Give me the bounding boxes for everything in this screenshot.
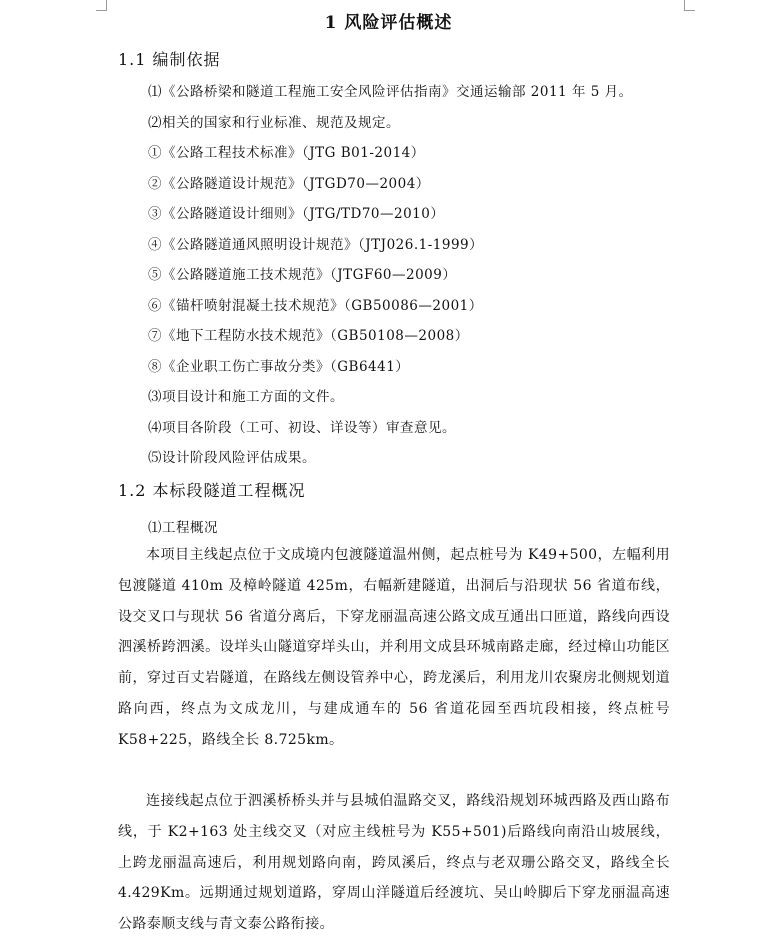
document-title: 1 风险评估概述 [324, 13, 453, 33]
basis-item-13: ⑸设计阶段风险评估成果。 [148, 450, 316, 466]
basis-item-11: ⑶项目设计和施工方面的文件。 [148, 389, 344, 405]
basis-item-8: ⑥《锚杆喷射混凝土技术规范》（GB50086—2001） [148, 298, 483, 314]
basis-item-7: ⑤《公路隧道施工技术规范》（JTGF60—2009） [148, 267, 457, 283]
overview-subheading: ⑴工程概况 [148, 520, 218, 536]
basis-item-10: ⑧《企业职工伤亡事故分类》（GB6441） [148, 359, 410, 375]
basis-item-6: ④《公路隧道通风照明设计规范》（JTJ026.1-1999） [148, 237, 484, 253]
basis-item-1: ⑴《公路桥梁和隧道工程施工安全风险评估指南》交通运输部 2011 年 5 月。 [148, 84, 633, 100]
overview-paragraph-main-line: 本项目主线起点位于文成境内包渡隧道温州侧，起点桩号为 K49+500，左幅利用包渡隧道 410m 及樟岭隧道 425m，右幅新建隧道，出洞后与沿现状 56 省道布线，设交叉口与现状 56 省道分离后，下穿龙丽温高速公路文成互通出口匝道，路线向西设泗溪桥跨泗溪。设垟头山隧道穿垟头山，并利用文成县环城南路走廊，经过樟山功能区前，穿过百丈岩隧道，在路线左侧设管养中心，跨龙溪后，利用龙川农聚房北侧规划道路向西，终点为文成龙川，与建成通车的 56 省道花园至西坑段相接，终点桩号 K58+225，路线全长 8.725km。 [118, 547, 670, 748]
section-heading-basis: 1.1 编制依据 [118, 50, 221, 69]
basis-item-9: ⑦《地下工程防水技术规范》（GB50108—2008） [148, 328, 469, 344]
overview-paragraph-connector: 连接线起点位于泗溪桥桥头并与县城伯温路交叉，路线沿规划环城西路及西山路布线，于 K2+163 处主线交叉（对应主线桩号为 K55+501)后路线向南沿山坡展线，上跨龙丽温高速后，利用规划路向南，跨凤溪后，终点与老双珊公路交叉，路线全长 4.429Km。远期通过规划道路，穿周山洋隧道后经渡坑、吴山岭脚后下穿龙丽温高速公路泰顺支线与青文泰公路衔接。 [118, 793, 670, 933]
basis-item-5: ③《公路隧道设计细则》（JTG/TD70—2010） [148, 206, 445, 222]
basis-item-3: ①《公路工程技术标准》（JTG B01-2014） [148, 145, 425, 161]
basis-item-12: ⑷项目各阶段（工可、初设、详设等）审查意见。 [148, 420, 456, 436]
basis-item-4: ②《公路隧道设计规范》（JTGD70—2004） [148, 176, 430, 192]
basis-item-2: ⑵相关的国家和行业标准、规范及规定。 [148, 115, 400, 131]
section-heading-overview: 1.2 本标段隧道工程概况 [118, 481, 306, 500]
